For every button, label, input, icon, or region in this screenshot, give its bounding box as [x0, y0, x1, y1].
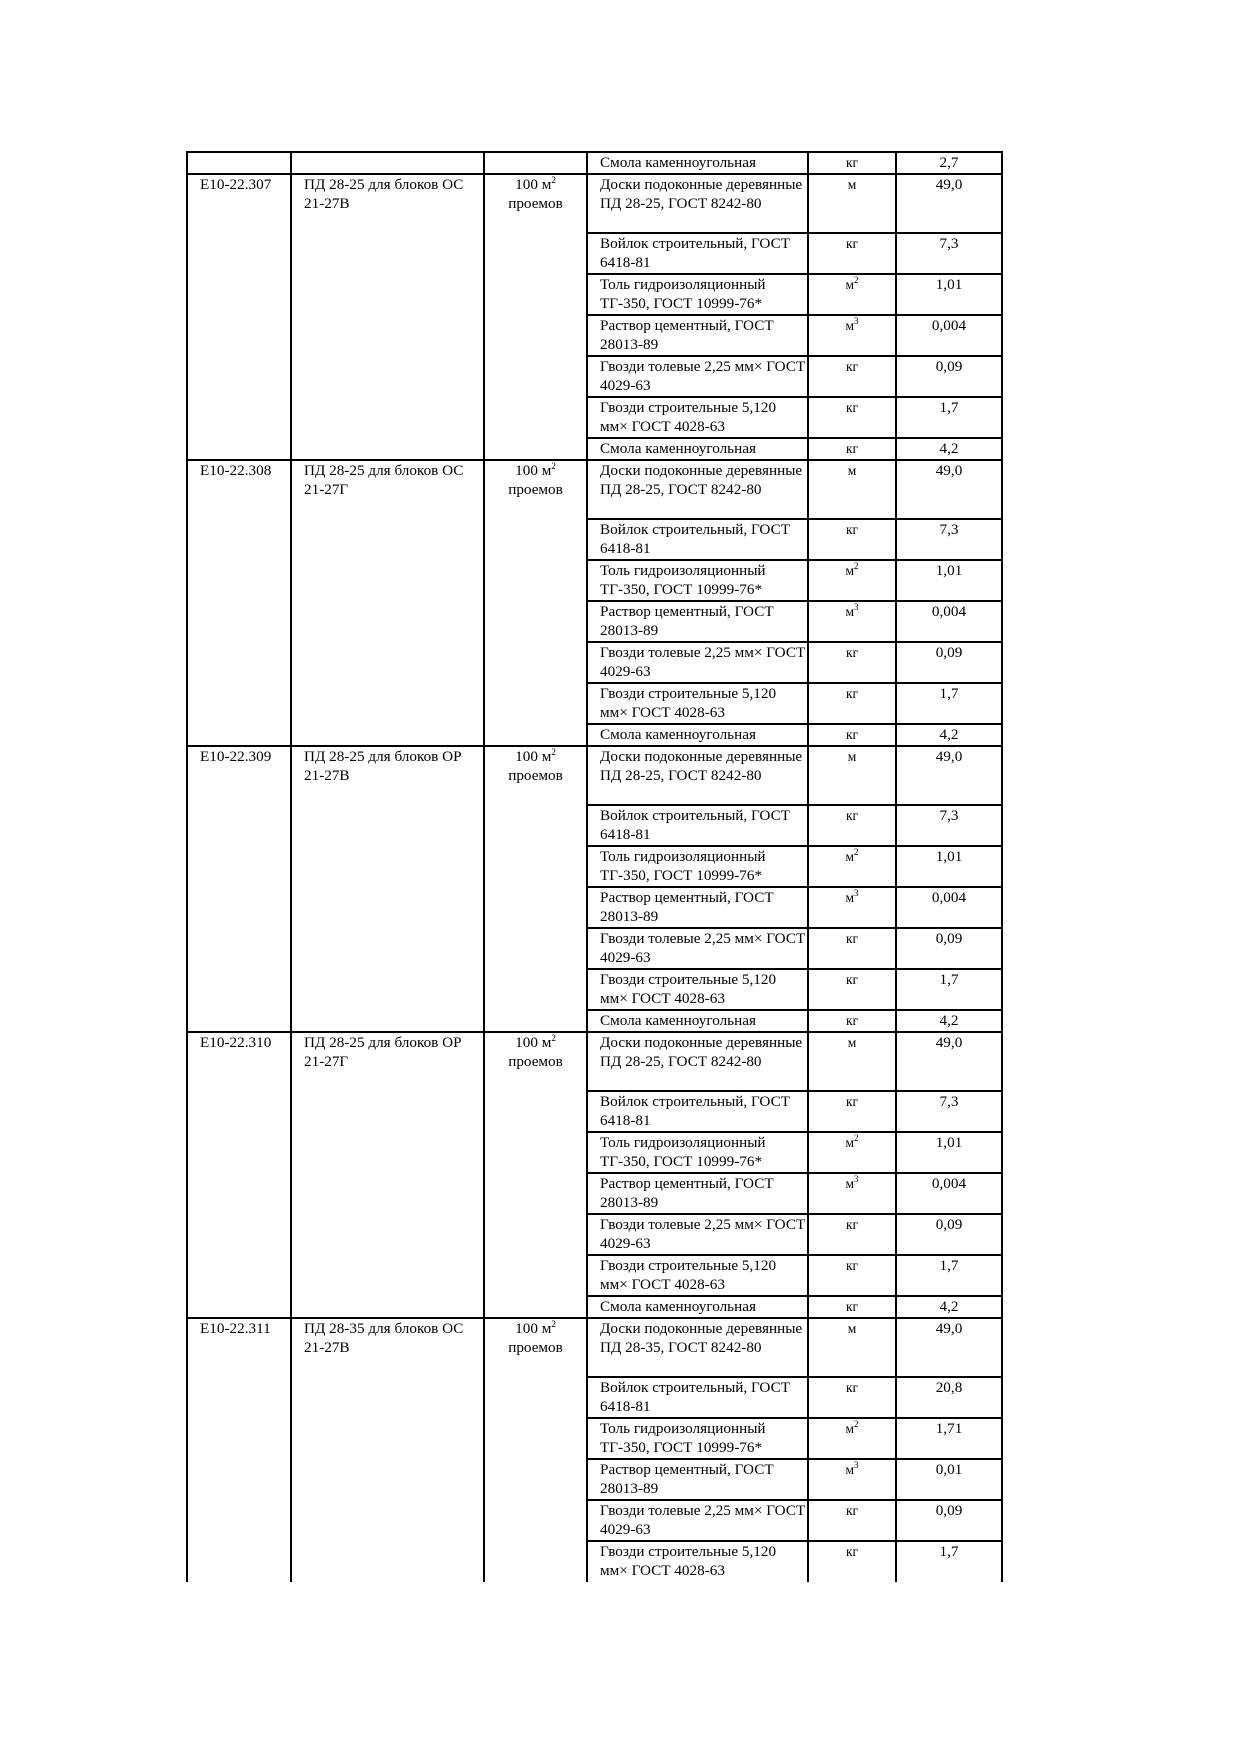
measure-superscript: 2: [551, 1319, 556, 1329]
unit-cell: [808, 928, 896, 969]
unit-text: м: [845, 277, 855, 292]
material-cell: Толь гидроизоляционный ТГ-350, ГОСТ 10999-76*: [587, 1418, 808, 1459]
material-cell: Смола каменноугольная: [587, 152, 808, 174]
norms-table: [186, 151, 1003, 1582]
code-cell: [187, 746, 291, 1032]
material-cell: Толь гидроизоляционный ТГ-350, ГОСТ 10999-76*: [587, 560, 808, 601]
unit-text: кг: [845, 808, 859, 823]
measure-unit: проемов: [508, 195, 563, 212]
material-cell: Доски подоконные деревянные ПД 28-35, ГОСТ 8242-80: [587, 1318, 808, 1377]
unit-text: м: [845, 318, 855, 333]
quantity-cell: 4,2: [896, 1296, 1002, 1318]
unit-cell: [808, 397, 896, 438]
table-row: [187, 460, 1002, 519]
material-cell: Гвозди строительные 5,120 мм× ГОСТ 4028-63: [587, 397, 808, 438]
quantity-cell: 7,3: [896, 233, 1002, 274]
measure-cell: [484, 152, 587, 174]
unit-text: кг: [845, 522, 859, 537]
quantity-cell: 1,7: [896, 1255, 1002, 1296]
unit-cell: [808, 1459, 896, 1500]
quantity-cell: 20,8: [896, 1377, 1002, 1418]
quantity-cell: 0,004: [896, 1173, 1002, 1214]
unit-text: м: [845, 849, 855, 864]
measure-value: 100 м: [515, 462, 552, 479]
quantity-cell: 0,004: [896, 601, 1002, 642]
unit-text: м: [847, 177, 857, 192]
work-name: ПД 28-25 для блоков ОР 21-27Г: [304, 1034, 462, 1070]
material-cell: Гвозди строительные 5,120 мм× ГОСТ 4028-63: [587, 1255, 808, 1296]
quantity-cell: 1,7: [896, 1541, 1002, 1582]
quantity-cell: 1,7: [896, 683, 1002, 724]
unit-cell: [808, 1377, 896, 1418]
norm-code: Е10-22.307: [200, 176, 272, 193]
material-cell: Гвозди толевые 2,25 мм× ГОСТ 4029-63: [587, 1500, 808, 1541]
unit-cell: [808, 274, 896, 315]
unit-cell: [808, 969, 896, 1010]
table-body: [187, 152, 1002, 1582]
material-cell: Войлок строительный, ГОСТ 6418-81: [587, 519, 808, 560]
table-row: [187, 1032, 1002, 1091]
measure-value: 100 м: [515, 748, 552, 765]
quantity-cell: 4,2: [896, 438, 1002, 460]
unit-cell: [808, 1173, 896, 1214]
table-row: [187, 174, 1002, 233]
material-cell: Войлок строительный, ГОСТ 6418-81: [587, 1091, 808, 1132]
unit-cell: [808, 315, 896, 356]
name-cell: [291, 152, 484, 174]
material-cell: Толь гидроизоляционный ТГ-350, ГОСТ 10999-76*: [587, 1132, 808, 1173]
unit-cell: [808, 1032, 896, 1091]
unit-cell: [808, 519, 896, 560]
measure-cell: [484, 1032, 587, 1318]
unit-cell: [808, 1255, 896, 1296]
unit-cell: [808, 1132, 896, 1173]
unit-text: кг: [845, 686, 859, 701]
table-row: [187, 1318, 1002, 1377]
unit-text: кг: [845, 645, 859, 660]
material-cell: Гвозди строительные 5,120 мм× ГОСТ 4028-63: [587, 969, 808, 1010]
material-cell: Гвозди толевые 2,25 мм× ГОСТ 4029-63: [587, 642, 808, 683]
measure-cell: [484, 174, 587, 460]
material-cell: Войлок строительный, ГОСТ 6418-81: [587, 1377, 808, 1418]
code-cell: [187, 174, 291, 460]
code-cell: [187, 460, 291, 746]
quantity-cell: 0,09: [896, 642, 1002, 683]
unit-cell: [808, 233, 896, 274]
quantity-cell: 1,7: [896, 397, 1002, 438]
material-cell: Раствор цементный, ГОСТ 28013-89: [587, 887, 808, 928]
unit-cell: [808, 887, 896, 928]
unit-text: м: [847, 463, 857, 478]
material-cell: Смола каменноугольная: [587, 1296, 808, 1318]
name-cell: [291, 174, 484, 460]
material-cell: Гвозди строительные 5,120 мм× ГОСТ 4028-63: [587, 683, 808, 724]
unit-text: кг: [845, 1094, 859, 1109]
unit-superscript: 2: [854, 1419, 859, 1429]
table-row: [187, 152, 1002, 174]
work-name: ПД 28-25 для блоков ОС 21-27В: [304, 176, 464, 212]
material-cell: Смола каменноугольная: [587, 724, 808, 746]
unit-text: м: [845, 890, 855, 905]
unit-text: кг: [845, 1217, 859, 1232]
material-cell: Раствор цементный, ГОСТ 28013-89: [587, 1173, 808, 1214]
measure-superscript: 2: [551, 175, 556, 185]
name-cell: [291, 746, 484, 1032]
material-cell: Гвозди толевые 2,25 мм× ГОСТ 4029-63: [587, 928, 808, 969]
unit-text: кг: [845, 1380, 859, 1395]
quantity-cell: 0,01: [896, 1459, 1002, 1500]
unit-cell: [808, 1500, 896, 1541]
unit-superscript: 3: [854, 1174, 859, 1184]
unit-text: кг: [845, 1299, 859, 1314]
unit-text: м: [847, 749, 857, 764]
quantity-cell: 49,0: [896, 1318, 1002, 1377]
unit-superscript: 3: [854, 602, 859, 612]
measure-unit: проемов: [508, 1053, 563, 1070]
unit-cell: [808, 746, 896, 805]
quantity-cell: 1,7: [896, 969, 1002, 1010]
unit-cell: [808, 1318, 896, 1377]
material-cell: Смола каменноугольная: [587, 1010, 808, 1032]
measure-value: 100 м: [515, 176, 552, 193]
measure-superscript: 2: [551, 747, 556, 757]
material-cell: Гвозди толевые 2,25 мм× ГОСТ 4029-63: [587, 356, 808, 397]
unit-cell: кг: [808, 152, 896, 174]
unit-cell: [808, 724, 896, 746]
unit-text: кг: [845, 1013, 859, 1028]
unit-superscript: 2: [854, 847, 859, 857]
unit-superscript: 2: [854, 561, 859, 571]
unit-cell: [808, 356, 896, 397]
material-cell: Доски подоконные деревянные ПД 28-25, ГОСТ 8242-80: [587, 460, 808, 519]
quantity-cell: 7,3: [896, 805, 1002, 846]
material-cell: Войлок строительный, ГОСТ 6418-81: [587, 233, 808, 274]
unit-text: кг: [845, 236, 859, 251]
code-cell: [187, 152, 291, 174]
work-name: ПД 28-25 для блоков ОС 21-27Г: [304, 462, 464, 498]
unit-cell: [808, 460, 896, 519]
unit-superscript: 2: [854, 275, 859, 285]
quantity-cell: 0,09: [896, 1500, 1002, 1541]
unit-text: м: [845, 604, 855, 619]
quantity-cell: 1,01: [896, 1132, 1002, 1173]
material-cell: Толь гидроизоляционный ТГ-350, ГОСТ 10999-76*: [587, 274, 808, 315]
quantity-cell: 4,2: [896, 1010, 1002, 1032]
measure-superscript: 2: [551, 461, 556, 471]
unit-superscript: 2: [854, 1133, 859, 1143]
table-row: [187, 746, 1002, 805]
norm-code: Е10-22.308: [200, 462, 272, 479]
unit-cell: [808, 683, 896, 724]
work-name: ПД 28-35 для блоков ОС 21-27В: [304, 1320, 464, 1356]
material-cell: Доски подоконные деревянные ПД 28-25, ГОСТ 8242-80: [587, 746, 808, 805]
unit-text: м: [847, 1321, 857, 1336]
norm-code: Е10-22.309: [200, 748, 272, 765]
unit-cell: [808, 438, 896, 460]
material-cell: Доски подоконные деревянные ПД 28-25, ГОСТ 8242-80: [587, 174, 808, 233]
quantity-cell: 1,71: [896, 1418, 1002, 1459]
measure-cell: [484, 1318, 587, 1582]
measure-superscript: 2: [551, 1033, 556, 1043]
material-cell: Раствор цементный, ГОСТ 28013-89: [587, 601, 808, 642]
measure-value: 100 м: [515, 1034, 552, 1051]
unit-superscript: 3: [854, 888, 859, 898]
unit-cell: [808, 1418, 896, 1459]
unit-text: кг: [845, 1503, 859, 1518]
unit-cell: [808, 642, 896, 683]
quantity-cell: 4,2: [896, 724, 1002, 746]
quantity-cell: 1,01: [896, 560, 1002, 601]
quantity-cell: 49,0: [896, 1032, 1002, 1091]
unit-cell: [808, 1214, 896, 1255]
material-cell: Гвозди толевые 2,25 мм× ГОСТ 4029-63: [587, 1214, 808, 1255]
quantity-cell: 2,7: [896, 152, 1002, 174]
unit-cell: [808, 174, 896, 233]
code-cell: [187, 1318, 291, 1582]
quantity-cell: 49,0: [896, 746, 1002, 805]
unit-text: кг: [845, 972, 859, 987]
material-cell: Смола каменноугольная: [587, 438, 808, 460]
measure-unit: проемов: [508, 1339, 563, 1356]
unit-superscript: 3: [854, 1460, 859, 1470]
quantity-cell: 7,3: [896, 1091, 1002, 1132]
unit-text: кг: [845, 359, 859, 374]
quantity-cell: 49,0: [896, 174, 1002, 233]
unit-text: кг: [845, 1544, 859, 1559]
unit-text: м: [845, 1462, 855, 1477]
quantity-cell: 0,09: [896, 928, 1002, 969]
quantity-cell: 49,0: [896, 460, 1002, 519]
unit-cell: [808, 1091, 896, 1132]
measure-value: 100 м: [515, 1320, 552, 1337]
unit-text: м: [845, 1176, 855, 1191]
unit-text: кг: [845, 400, 859, 415]
norm-code: Е10-22.310: [200, 1034, 272, 1051]
unit-text: м: [847, 1035, 857, 1050]
measure-cell: [484, 746, 587, 1032]
unit-cell: [808, 846, 896, 887]
quantity-cell: 1,01: [896, 846, 1002, 887]
quantity-cell: 0,09: [896, 1214, 1002, 1255]
quantity-cell: 0,004: [896, 315, 1002, 356]
material-cell: Доски подоконные деревянные ПД 28-25, ГОСТ 8242-80: [587, 1032, 808, 1091]
name-cell: [291, 1318, 484, 1582]
unit-superscript: 3: [854, 316, 859, 326]
unit-text: кг: [845, 727, 859, 742]
material-cell: Войлок строительный, ГОСТ 6418-81: [587, 805, 808, 846]
material-cell: Раствор цементный, ГОСТ 28013-89: [587, 315, 808, 356]
unit-text: м: [845, 1421, 855, 1436]
unit-cell: [808, 560, 896, 601]
unit-text: м: [845, 1135, 855, 1150]
unit-cell: [808, 1010, 896, 1032]
unit-cell: [808, 805, 896, 846]
unit-text: м: [845, 563, 855, 578]
material-cell: Гвозди строительные 5,120 мм× ГОСТ 4028-63: [587, 1541, 808, 1582]
quantity-cell: 0,004: [896, 887, 1002, 928]
measure-cell: [484, 460, 587, 746]
unit-text: кг: [845, 1258, 859, 1273]
unit-text: кг: [845, 441, 859, 456]
unit-cell: [808, 601, 896, 642]
material-cell: Толь гидроизоляционный ТГ-350, ГОСТ 10999-76*: [587, 846, 808, 887]
unit-cell: [808, 1296, 896, 1318]
measure-unit: проемов: [508, 767, 563, 784]
work-name: ПД 28-25 для блоков ОР 21-27В: [304, 748, 462, 784]
measure-unit: проемов: [508, 481, 563, 498]
norm-code: Е10-22.311: [200, 1320, 271, 1337]
unit-cell: [808, 1541, 896, 1582]
name-cell: [291, 1032, 484, 1318]
code-cell: [187, 1032, 291, 1318]
material-cell: Раствор цементный, ГОСТ 28013-89: [587, 1459, 808, 1500]
quantity-cell: 7,3: [896, 519, 1002, 560]
quantity-cell: 1,01: [896, 274, 1002, 315]
name-cell: [291, 460, 484, 746]
unit-text: кг: [845, 931, 859, 946]
quantity-cell: 0,09: [896, 356, 1002, 397]
